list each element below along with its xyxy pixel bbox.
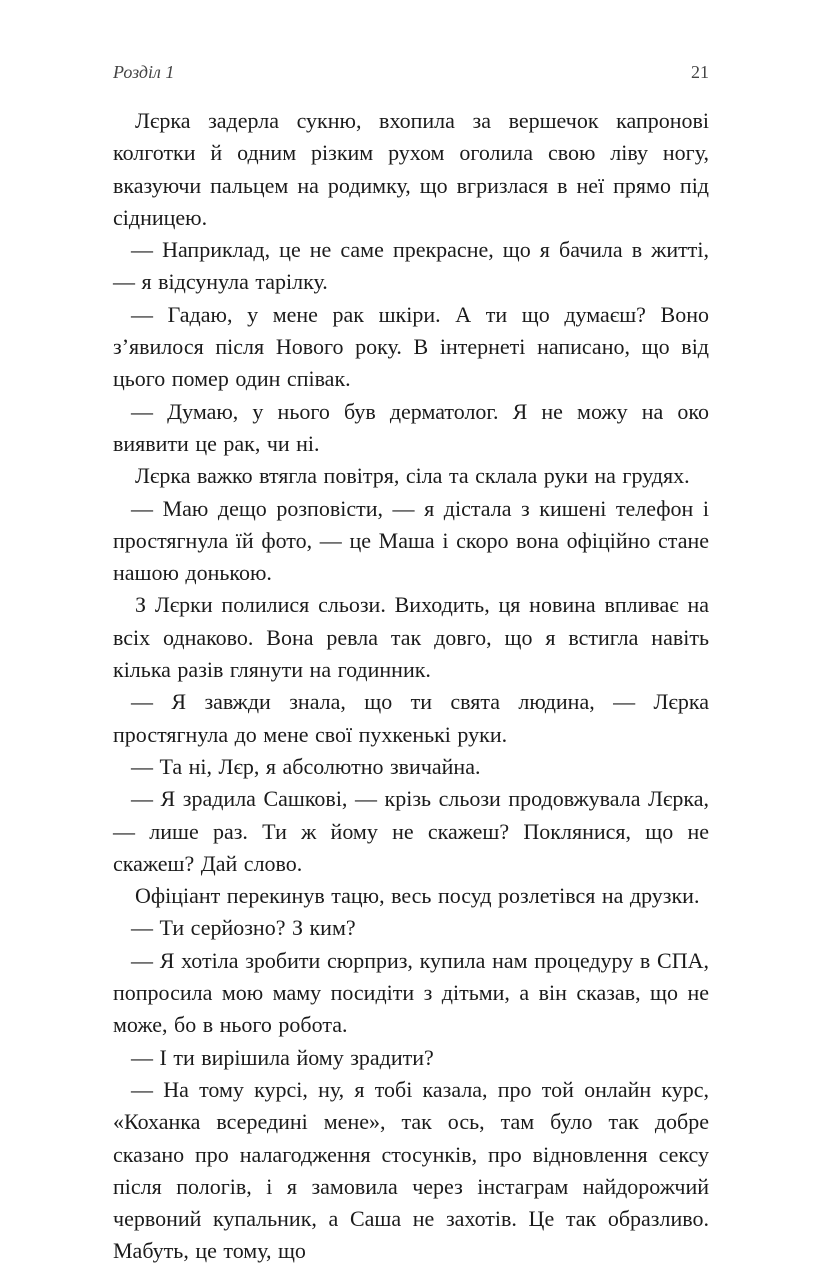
paragraph: — Наприклад, це не саме прекрасне, що я бачила в житті, — я відсунула тарілку. bbox=[113, 237, 709, 295]
paragraph: — Я хотіла зробити сюрприз, купила нам процедуру в СПА, попросила мою маму посидіти з дітьми, а він сказав, що не може, бо в нього робота. bbox=[113, 947, 709, 1038]
page-number: 21 bbox=[691, 62, 709, 82]
paragraph: — Маю дещо розповісти, — я дістала з кишені телефон і простягнула їй фото, — це Маша і скоро вона офіційно стане нашою донькою. bbox=[113, 495, 709, 586]
paragraph: Лєрка задерла сукню, вхопила за вершечок капронові колготки й одним різким рухом оголила свою ліву ногу, вказуючи пальцем на родимку, що вгризлася в неї прямо під сідницею. bbox=[113, 108, 709, 230]
paragraph: Лєрка важко втягла повітря, сіла та склала руки на грудях. bbox=[135, 463, 690, 489]
body-text bbox=[113, 105, 709, 1268]
paragraph: — Ти серйозно? З ким? bbox=[131, 915, 356, 941]
paragraph: — Гадаю, у мене рак шкіри. А ти що думаєш? Воно з’явилося після Нового року. В інтернеті написано, що від цього помер один співак. bbox=[113, 301, 709, 392]
paragraph: — На тому курсі, ну, я тобі казала, про той онлайн курс, «Коханка всередині мене», так ось, там було так добре сказано про налагодження стосунків, про відновлення сексу після пологів, і я замовила через інстаграм найдорожчий червоний купальник, а Саша не захотів. Це так образливо. Мабуть, це тому, що bbox=[113, 1076, 709, 1264]
paragraph: — Думаю, у нього був дерматолог. Я не можу на око виявити це рак, чи ні. bbox=[113, 398, 709, 456]
paragraph: З Лєрки полилися сльози. Виходить, ця новина впливає на всіх однаково. Вона ревла так довго, що я встигла навіть кілька разів глянути на годинник. bbox=[113, 592, 709, 683]
paragraph: — Я завжди знала, що ти свята людина, — Лєрка простягнула до мене свої пухкенькі руки. bbox=[113, 689, 709, 747]
paragraph: Офіціант перекинув тацю, весь посуд розлетівся на друзки. bbox=[135, 883, 700, 909]
chapter-title: Розділ 1 bbox=[113, 62, 175, 82]
paragraph: — І ти вирішила йому зрадити? bbox=[131, 1044, 434, 1070]
paragraph: — Та ні, Лєр, я абсолютно звичайна. bbox=[131, 753, 481, 779]
paragraph: — Я зрадила Сашкові, — крізь сльози продовжувала Лєрка, — лише раз. Ти ж йому не скажеш? Поклянися, що не скажеш? Дай слово. bbox=[113, 786, 709, 876]
running-header bbox=[113, 62, 709, 86]
